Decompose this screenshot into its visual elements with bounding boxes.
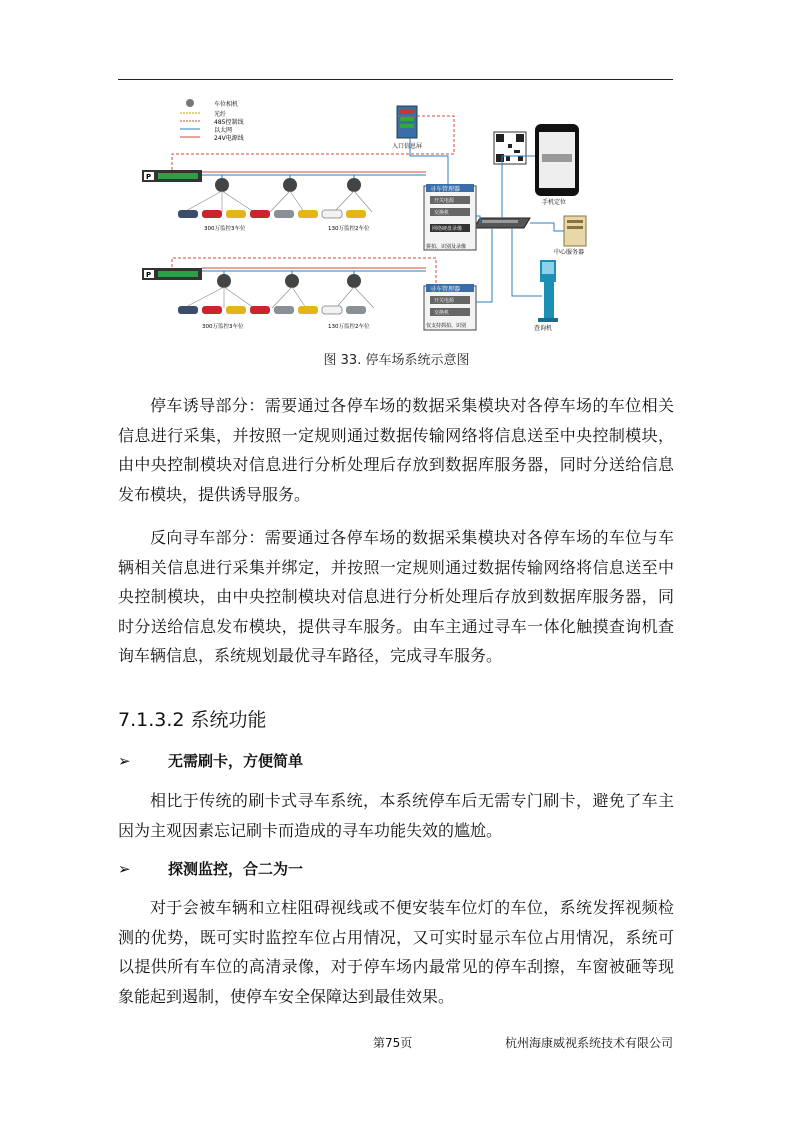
kiosk-label: 查询机 [534, 325, 553, 332]
parking-system-diagram [142, 96, 652, 336]
footer-page-number: 第75页 [373, 1036, 413, 1050]
paragraph-detect-monitor: 对于会被车辆和立柱阻碍视线或不便安装车位灯的车位，系统发挥视频检测的优势，既可实时监控车位占用情况，又可实时显示车位占用情况，系统可以提供所有车位的高清录像，对于停车场内最常见的停车刮擦，车窗被砸等现象能起到遏制，使停车安全保障达到最佳效果。 [118, 898, 674, 1006]
arrow-bullet-icon: ➢ [118, 752, 131, 770]
paragraph-guidance: 停车诱导部分：需要通过各停车场的数据采集模块对各停车场的车位相关信息进行采集，并按照一定规则通过数据传输网络将信息送至中央控制模块，由中央控制模块对信息进行分析处理后存放到数据库服务器，同时分送给信息发布模块，提供诱导服务。 [118, 396, 674, 504]
server-label: 中心服务器 [554, 249, 585, 256]
bullet-no-card-label: 无需刷卡，方便简单 [168, 752, 304, 770]
legend-label-24v: 24V电源线 [214, 135, 244, 142]
server-icon [554, 216, 586, 256]
core-switch [474, 218, 530, 228]
cam-left-bottom-label: 300万监控3车位 [202, 324, 244, 330]
diagram-legend [180, 99, 244, 142]
paragraph-no-card: 相比于传统的刷卡式寻车系统，本系统停车后无需专门刷卡，避免了车主因为主观因素忘记刷卡而造成的寻车功能失效的尴尬。 [118, 791, 674, 840]
svg-text:P: P [146, 271, 152, 279]
footer-company: 杭州海康威视系统技术有限公司 [505, 1036, 674, 1050]
legend-label-ethernet: 以太网 [214, 127, 233, 134]
camera-icon [347, 178, 361, 192]
camera-icon [283, 178, 297, 192]
bullet-detect-monitor [118, 858, 303, 879]
cam-right-top-label: 130万监控2车位 [328, 226, 370, 232]
camera-view-lines [184, 191, 374, 308]
parking-sign-bottom [142, 268, 202, 280]
header-rule [118, 79, 673, 80]
manager-top-item-psu: 开关电源 [434, 198, 455, 204]
manager-top-sub: 拼拍、识别及录像 [426, 244, 467, 250]
legend-label-485: 485控制线 [214, 119, 244, 126]
entrance-screen-label: 入口信息屏 [392, 143, 423, 150]
camera-icon [217, 274, 231, 288]
camera-icon [347, 274, 361, 288]
manager-top [424, 184, 476, 250]
figure-caption: 图 33. 停车场系统示意图 [323, 353, 470, 368]
manager-bottom-title: 寻车管理器 [430, 286, 461, 293]
legend-label-camera: 车位相机 [214, 101, 239, 108]
manager-bottom-sub: 仅支持抓拍、识别 [426, 323, 467, 329]
manager-top-item-switch: 交换机 [434, 210, 450, 216]
parking-sign-top [142, 170, 202, 182]
manager-bottom-item-switch: 交换机 [434, 310, 450, 316]
phone-label: 手机定位 [542, 199, 567, 206]
cam-right-bottom-label: 130万监控2车位 [328, 324, 370, 330]
qr-code [494, 132, 526, 164]
camera-icon [215, 178, 229, 192]
legend-label-fiber: 光纤 [214, 111, 227, 118]
arrow-bullet-icon: ➢ [118, 860, 131, 878]
camera-icon [186, 99, 194, 107]
paragraph-reverse-search: 反向寻车部分：需要通过各停车场的数据采集模块对各停车场的车位与车辆相关信息进行采集并绑定，并按照一定规则通过数据传输网络将信息送至中央控制模块，由中央控制模块对信息进行分析处理后存放到数据库服务器，同时分送给信息发布模块，提供寻车服务。由车主通过寻车一体化触摸查询机查询车辆信息，系统规划最优寻车路径，完成寻车服务。 [118, 528, 674, 666]
bullet-detect-monitor-label: 探测监控，合二为一 [168, 860, 304, 878]
camera-icon [285, 274, 299, 288]
cam-left-top-label: 300万监控3车位 [204, 226, 246, 232]
entrance-screen [392, 106, 422, 150]
manager-bottom [424, 284, 476, 330]
manager-top-item-nvr: 网络硬盘录像 [432, 226, 463, 232]
phone-icon [535, 124, 579, 206]
svg-text:P: P [146, 173, 152, 181]
bullet-no-card [118, 750, 303, 771]
manager-bottom-item-psu: 开关电源 [434, 298, 455, 304]
manager-top-title: 寻车管理器 [430, 186, 461, 193]
cars-bottom [178, 306, 366, 314]
cars-top [178, 210, 366, 218]
section-heading: 7.1.3.2 系统功能 [118, 709, 267, 731]
